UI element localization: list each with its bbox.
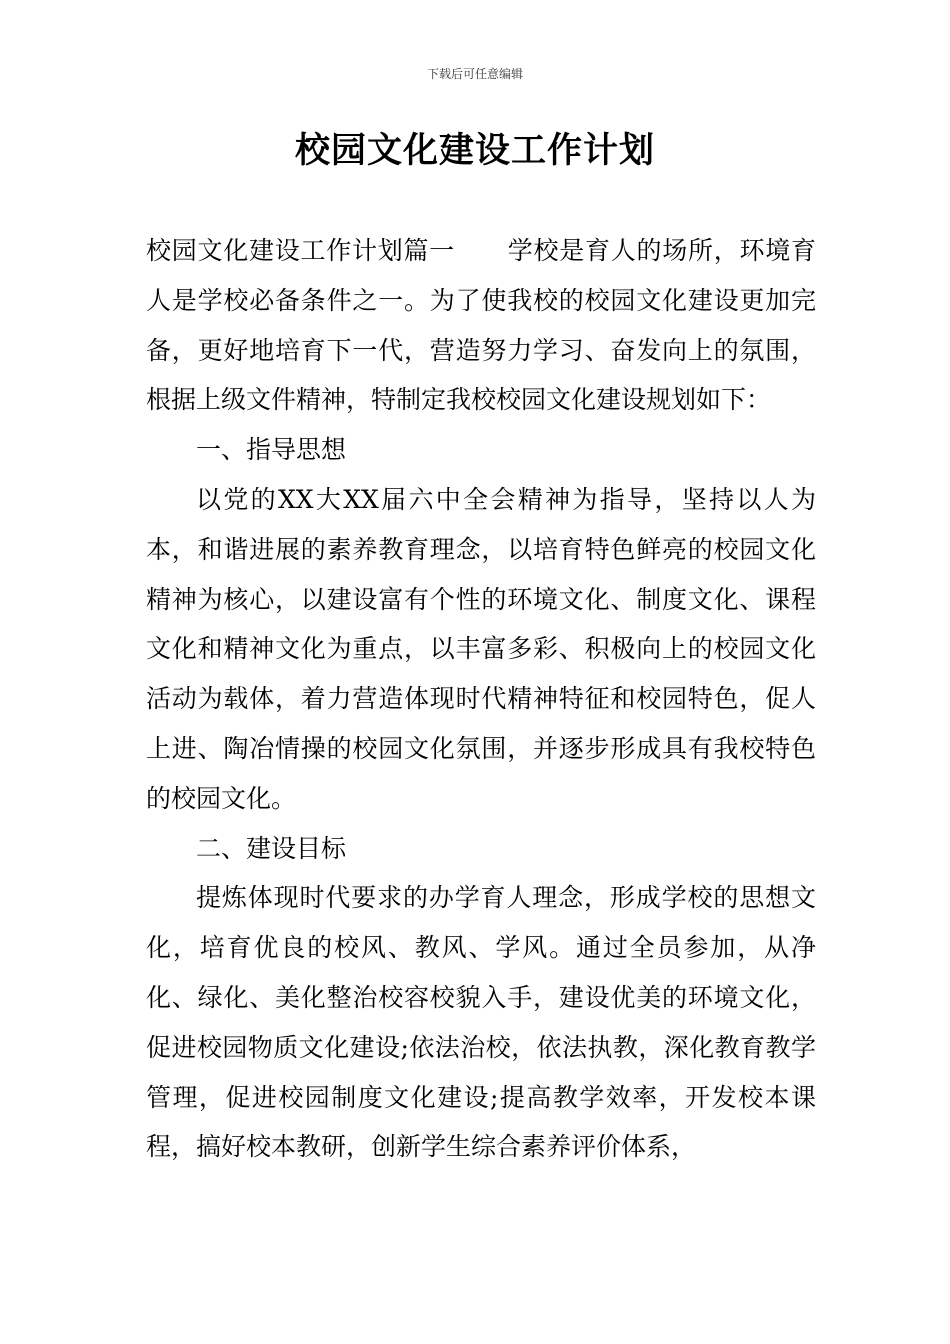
document-body: [146, 226, 816, 1172]
section-1-heading: 一、指导思想: [196, 435, 347, 465]
intro-text: 学校是育人的场所，环境育人是学校必备条件之一。为了使我校的校园文化建设更加完备，更好地培育下一代，营造努力学习、奋发向上的氛围，根据上级文件精神，特制定我校校园文化建设规划如下：: [146, 236, 816, 415]
page-header-note: 下载后可任意编辑: [426, 67, 523, 81]
section-1-paragraph: 以党的XX大XX届六中全会精神为指导，坚持以人为本，和谐进展的素养教育理念，以培育特色鲜亮的校园文化精神为核心，以建设富有个性的环境文化、制度文化、课程文化和精神文化为重点，以丰富多彩、积极向上的校园文化活动为载体，着力营造体现时代精神特征和校园特色，促人上进、陶冶情操的校园文化氛围，并逐步形成具有我校特色的校园文化。: [146, 484, 816, 813]
section-2-paragraph: 提炼体现时代要求的办学育人理念，形成学校的思想文化，培育优良的校风、教风、学风。通过全员参加，从净化、绿化、美化整治校容校貌入手，建设优美的环境文化，促进校园物质文化建设;依法治校，依法执教，深化教育教学管理，促进校园制度文化建设;提高教学效率，开发校本课程，搞好校本教研，创新学生综合素养评价体系，: [146, 883, 816, 1162]
section-2-heading: 二、建设目标: [196, 833, 347, 863]
document-title: 校园文化建设工作计划: [294, 131, 655, 171]
intro-paragraph: [146, 226, 816, 425]
intro-label: 校园文化建设工作计划篇一: [146, 236, 455, 265]
